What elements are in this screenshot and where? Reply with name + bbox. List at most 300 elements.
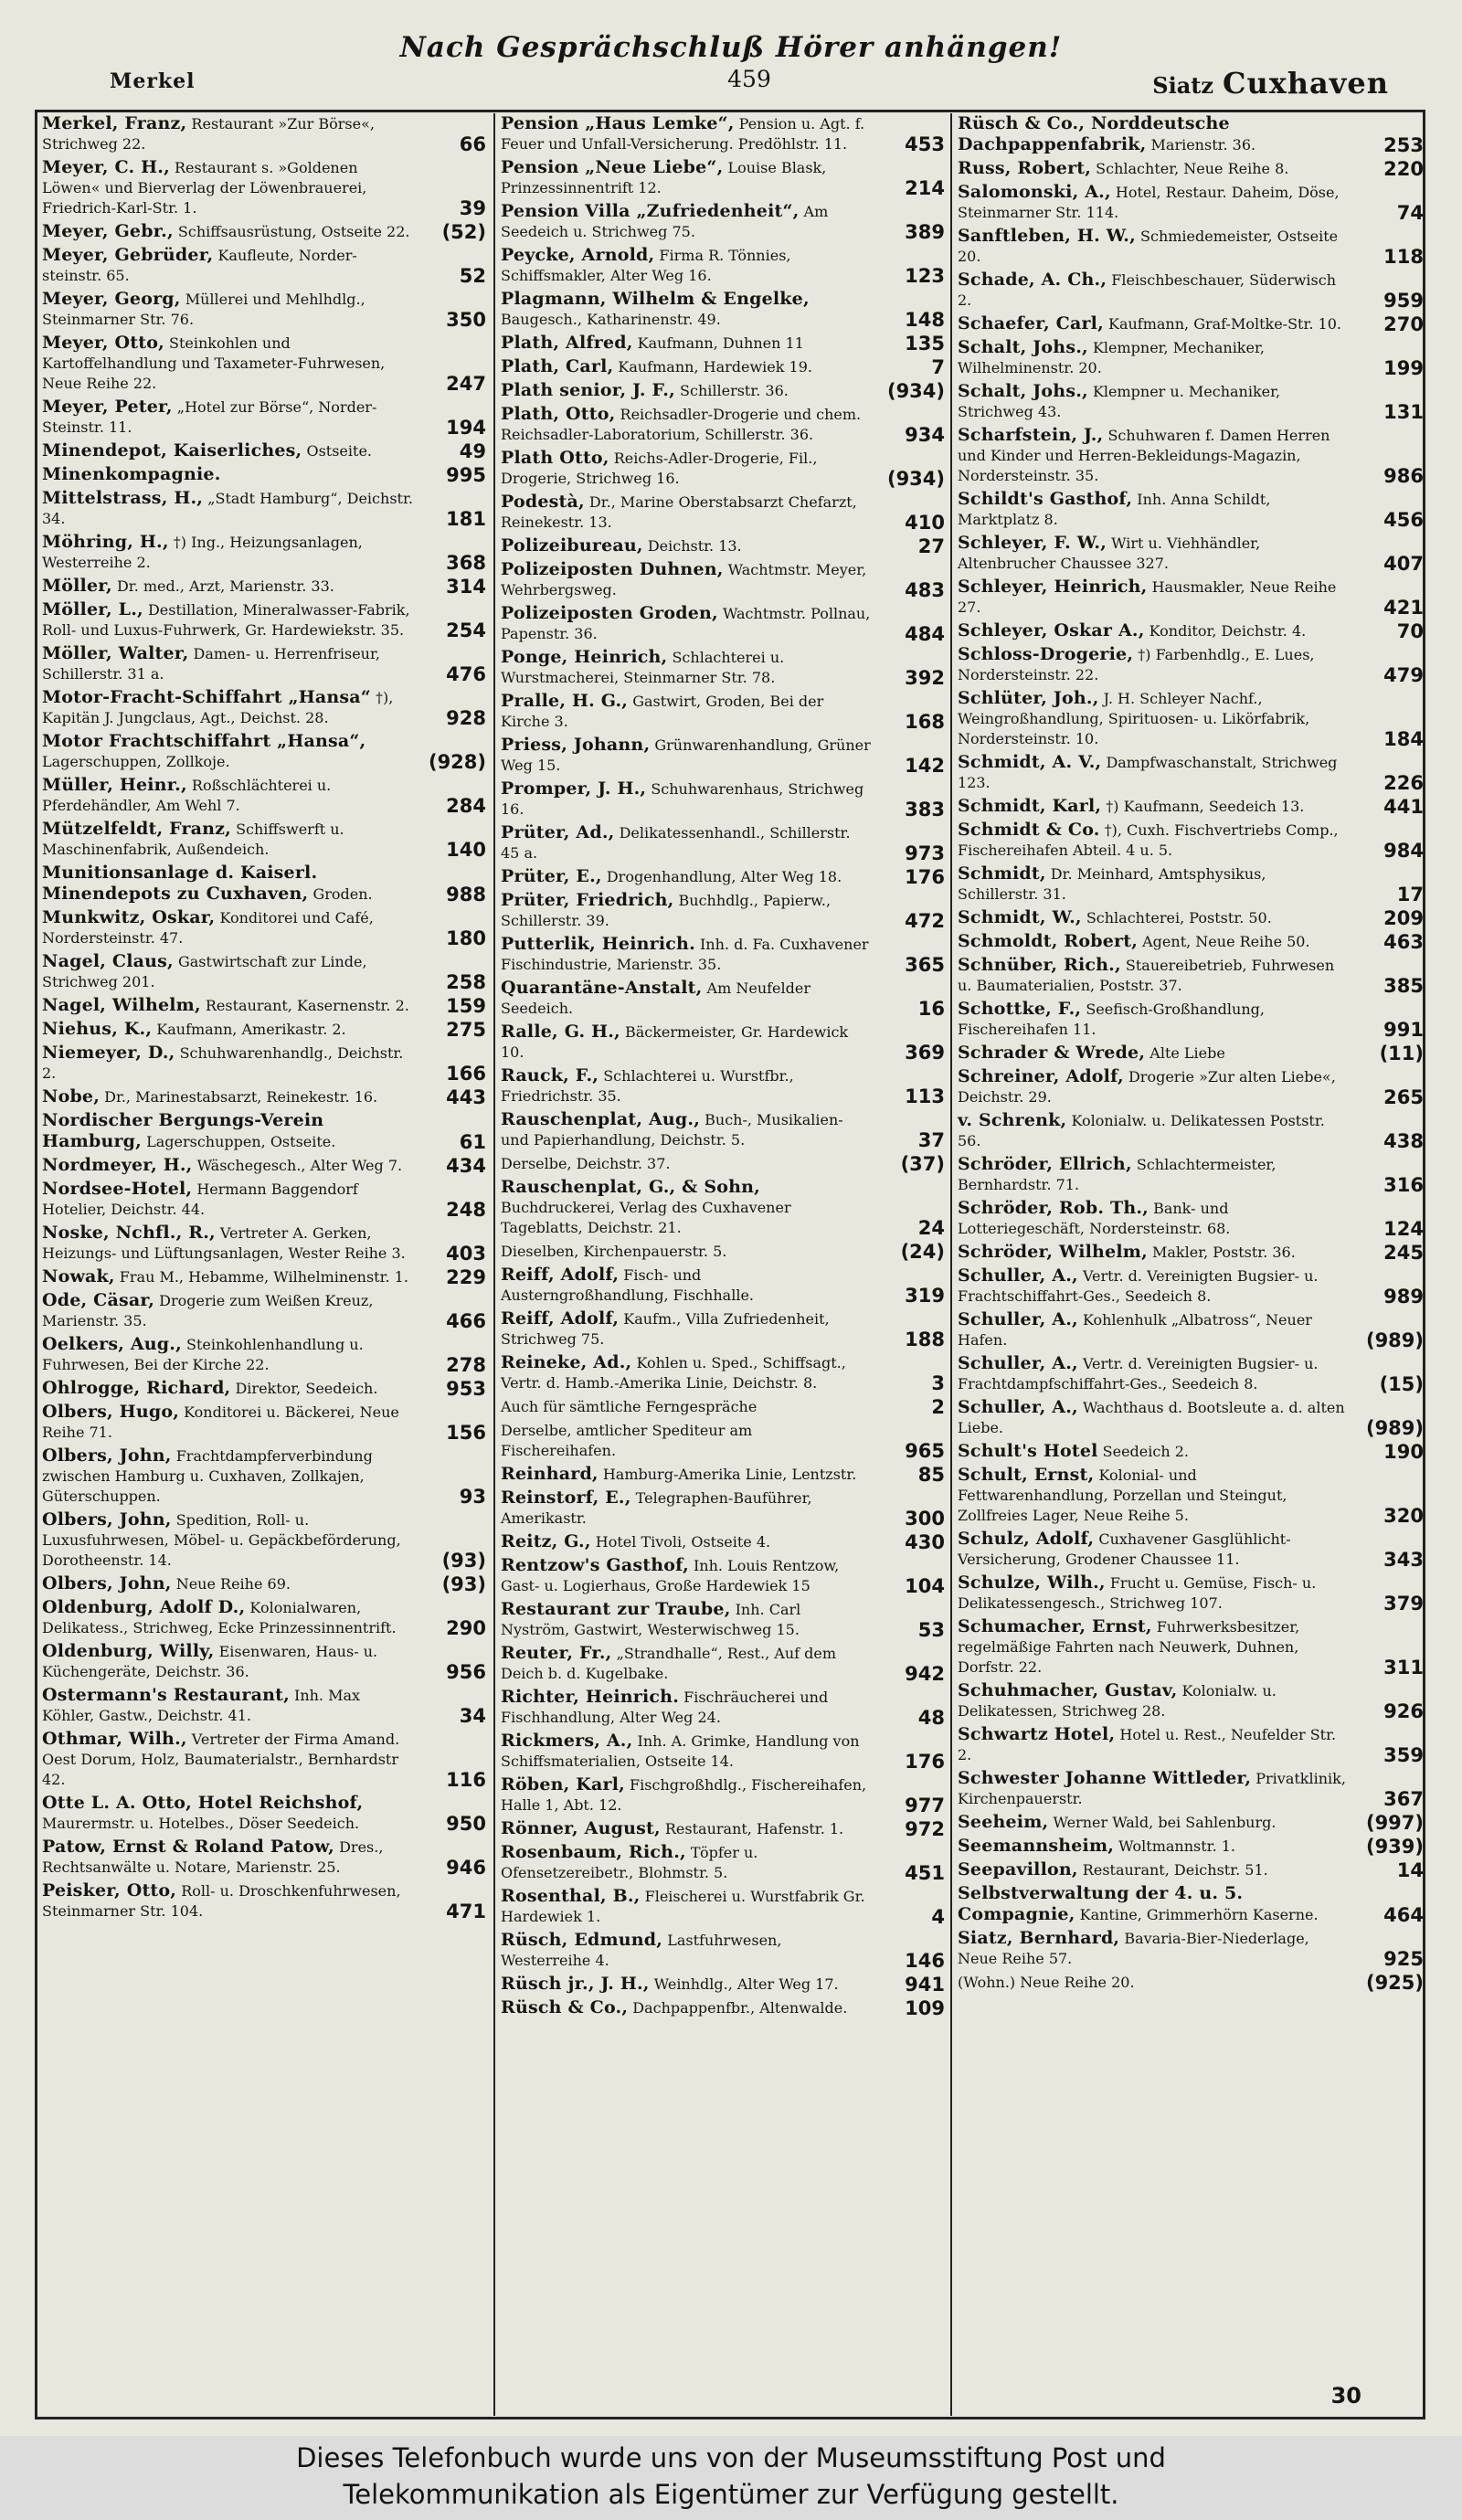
entry-phone-number: 248 — [446, 1199, 486, 1221]
entry-description: Makler, Poststr. 36. — [1152, 1244, 1296, 1261]
listing-entry — [40, 245, 488, 286]
entry-description: Drogerie zum Weißen Kreuz, Marienstr. 35. — [42, 1292, 374, 1329]
listing-entry — [40, 775, 488, 816]
listing-entry — [499, 890, 947, 931]
entry-description: Schlachterei u. Wurstmacherei, Steinmarner Str. 78. — [501, 649, 785, 686]
listing-entry — [956, 1928, 1425, 1969]
entry-name: Röben, Karl, — [501, 1774, 625, 1795]
listing-entry — [40, 1110, 488, 1152]
entry-description: Dr., Marinestabsarzt, Reinekestr. 16. — [104, 1088, 378, 1106]
entry-name: Pension „Neue Liebe“, — [501, 157, 724, 177]
entry-name: Motor Frachtschiffahrt „Hansa“, — [42, 731, 366, 751]
listing-entry — [956, 577, 1425, 618]
entry-phone-number: 484 — [905, 623, 945, 645]
listing-entry — [956, 1309, 1425, 1350]
listing-entry — [40, 488, 488, 529]
entry-description: Dachpappenfbr., Altenwalde. — [632, 1999, 848, 2017]
entry-phone-number: 389 — [905, 221, 945, 243]
listing-entry — [956, 1441, 1425, 1462]
entry-description: J. H. Schleyer Nachf., Weingroßhandlung, Spirituosen- u. Likörfabrik, Nordersteinstr. 10. — [958, 690, 1310, 747]
entry-description: †), Cuxh. Fischvertriebs Comp., Fischereihafen Abteil. 4 u. 5. — [958, 821, 1339, 859]
entry-phone-number: 300 — [905, 1508, 945, 1530]
entry-description: Klempner u. Mechaniker, Strichweg 43. — [958, 383, 1281, 420]
entry-description: Baugesch., Katharinenstr. 49. — [501, 311, 721, 328]
entry-name: Schuller, A., — [958, 1309, 1078, 1329]
entry-name: Sanftleben, H. W., — [958, 226, 1136, 246]
entry-phone-number: 142 — [905, 755, 945, 777]
entry-description: Dr. Meinhard, Amtsphysikus, Schillerstr. 31. — [958, 865, 1266, 903]
listing-entry — [956, 381, 1425, 422]
entry-description: Kolonialwaren, Delikatess., Strichweg, Ecke Prinzessinnentrift. — [42, 1599, 397, 1636]
entry-description: „Strandhalle“, Rest., Auf dem Deich b. d. Kugelbake. — [501, 1645, 837, 1682]
entry-phone-number: 453 — [905, 133, 945, 155]
entry-description: Weinhdlg., Alter Weg 17. — [653, 1975, 839, 1993]
listing-entry — [499, 1420, 947, 1461]
entry-phone-number: 34 — [459, 1705, 486, 1727]
entry-description: Schillerstr. 36. — [680, 382, 789, 399]
entry-name: Schmidt, A. V., — [958, 752, 1102, 772]
entry-name: Müller, Heinr., — [42, 775, 187, 795]
listing-entry — [40, 1597, 488, 1638]
entry-name: Seemannsheim, — [958, 1836, 1115, 1856]
entry-phone-number: 14 — [1396, 1859, 1424, 1881]
entry-phone-number: 973 — [905, 842, 945, 864]
entry-phone-number: (52) — [441, 221, 486, 243]
entry-phone-number: 991 — [1383, 1019, 1424, 1041]
entry-name: Schmidt & Co. — [958, 820, 1100, 840]
entry-description: Kaufmann, Amerikastr. 2. — [156, 1021, 346, 1038]
entry-name: Schröder, Ellrich, — [958, 1154, 1132, 1174]
listing-entry — [499, 380, 947, 401]
listing-entry — [499, 289, 947, 330]
entry-name: Olbers, John, — [42, 1573, 172, 1594]
entry-description: Kohlenhulk „Albatross“, Neuer Hafen. — [958, 1311, 1312, 1349]
listing-entry — [499, 1177, 947, 1238]
listing-entry — [956, 620, 1425, 641]
listing-entry — [40, 221, 488, 242]
entry-phone-number: 988 — [446, 884, 486, 905]
entry-description: (Wohn.) Neue Reihe 20. — [958, 1974, 1135, 1991]
listing-entry — [499, 1308, 947, 1350]
entry-name: Seeheim, — [958, 1812, 1049, 1832]
entry-name: Meyer, Peter, — [42, 397, 173, 417]
header-notice: Nach Gesprächschluß Hörer anhängen! — [399, 31, 1063, 64]
entry-phone-number: 49 — [459, 440, 486, 462]
entry-description: Schuhwaren f. Damen Herren und Kinder und Herren-Bekleidungs-Magazin, Nordersteinstr. 35. — [958, 427, 1330, 484]
listing-entry — [499, 333, 947, 354]
entry-description: Neue Reihe 69. — [175, 1575, 291, 1593]
entry-name: Russ, Robert, — [958, 158, 1092, 178]
entry-phone-number: (928) — [428, 751, 486, 773]
entry-name: Schuhmacher, Gustav, — [958, 1680, 1178, 1700]
entry-phone-number: 180 — [446, 927, 486, 949]
listing-entry — [40, 1223, 488, 1264]
listing-entry — [40, 1086, 488, 1107]
entry-description: Dr., Marine Oberstabsarzt Chefarzt, Reinekestr. 13. — [501, 493, 857, 531]
entry-description: Seefisch-Großhandlung, Fischereihafen 11. — [958, 1001, 1265, 1038]
listing-entry — [499, 822, 947, 863]
entry-name: Schröder, Wilhelm, — [958, 1242, 1148, 1262]
entry-description: Schlachtermeister, Bernhardstr. 71. — [958, 1156, 1277, 1193]
entry-name: Schleyer, Heinrich, — [958, 577, 1148, 597]
entry-name: Polizeiposten Groden, — [501, 603, 718, 623]
entry-description: Damen- u. Herrenfriseur, Schillerstr. 31 a. — [42, 645, 380, 683]
entry-name: Rüsch & Co., Norddeutsche Dachpappenfabrik, — [958, 113, 1230, 154]
entry-phone-number: 2 — [931, 1396, 945, 1418]
listing-entry — [40, 1880, 488, 1922]
entry-description: Dres., Rechtsanwälte u. Notare, Marienstr. 25. — [42, 1838, 384, 1876]
entry-phone-number: 148 — [905, 309, 945, 331]
entry-phone-number: 343 — [1383, 1549, 1424, 1571]
listing-entry — [499, 1265, 947, 1306]
listing-entry — [40, 907, 488, 948]
entry-description: Hermann Baggendorf Hotelier, Deichstr. 44. — [42, 1181, 358, 1218]
entry-phone-number: 181 — [446, 508, 486, 530]
entry-phone-number: 135 — [905, 333, 945, 355]
listing-entry — [956, 1859, 1425, 1880]
entry-description: Frachtdampferverbindung zwischen Hamburg u. Cuxhaven, Zollkajen, Güterschuppen. — [42, 1447, 373, 1505]
listing-entry — [499, 1241, 947, 1262]
entry-name: Schmoldt, Robert, — [958, 931, 1139, 951]
entry-name: Rüsch & Co., — [501, 1997, 629, 2017]
entry-phone-number: 441 — [1383, 796, 1424, 818]
entry-phone-number: 37 — [917, 1129, 945, 1151]
entry-phone-number: 226 — [1383, 772, 1424, 794]
listing-entry — [956, 1265, 1425, 1307]
listing-entry — [956, 1397, 1425, 1438]
listing-entry — [499, 404, 947, 445]
entry-description: Ostseite. — [306, 442, 372, 460]
entry-phone-number: 176 — [905, 866, 945, 888]
entry-phone-number: 367 — [1383, 1788, 1424, 1810]
entry-name: Promper, J. H., — [501, 778, 647, 799]
entry-name: Prüter, Friedrich, — [501, 890, 674, 910]
entry-phone-number: 74 — [1396, 202, 1424, 224]
entry-name: Meyer, Gebrüder, — [42, 245, 214, 265]
entry-name: Reinstorf, E., — [501, 1488, 631, 1508]
entry-phone-number: 314 — [446, 576, 486, 598]
entry-name: Peycke, Arnold, — [501, 245, 655, 265]
entry-description: Kolonialw. u. Delikatessen Poststr. 56. — [958, 1112, 1325, 1149]
listing-entry — [40, 863, 488, 905]
entry-name: Minendepot, Kaiserliches, — [42, 440, 302, 461]
listing-entry — [956, 1768, 1425, 1809]
listing-entry — [40, 1509, 488, 1571]
listing-entry — [499, 735, 947, 776]
entry-phone-number: 421 — [1383, 597, 1424, 619]
entry-description: Fleischbeschauer, Süderwisch 2. — [958, 271, 1337, 309]
listing-entry — [40, 576, 488, 597]
entry-name: Polizeibureau, — [501, 535, 643, 556]
listing-column-1 — [40, 113, 488, 2416]
entry-name: Plath, Carl, — [501, 356, 614, 376]
entry-description: Steinkohlenhandlung u. Fuhrwesen, Bei der Kirche 22. — [42, 1336, 364, 1373]
entry-name: Schuller, A., — [958, 1353, 1078, 1373]
entry-phone-number: 392 — [905, 667, 945, 689]
listing-entry — [499, 1352, 947, 1393]
entry-name: Schalt, Johs., — [958, 337, 1088, 357]
listing-entry — [499, 1997, 947, 2018]
listing-entry — [40, 1334, 488, 1375]
listing-entry — [40, 333, 488, 394]
entry-phone-number: 476 — [446, 663, 486, 685]
entry-phone-number: 245 — [1383, 1242, 1424, 1264]
entry-name: Schmidt, Karl, — [958, 796, 1102, 816]
listing-entry — [956, 644, 1425, 685]
listing-entry — [956, 907, 1425, 928]
listing-entry — [40, 157, 488, 218]
entry-phone-number: 438 — [1383, 1130, 1424, 1152]
entry-description: Hotel, Restaur. Daheim, Döse, Steinmarner Str. 114. — [958, 184, 1340, 221]
listing-entry — [40, 1793, 488, 1834]
entry-phone-number: 199 — [1383, 357, 1424, 379]
entry-name: Reinhard, — [501, 1464, 599, 1484]
entry-description: Schuhwarenhaus, Strichweg 16. — [501, 780, 864, 818]
entry-description: Klempner, Mechaniker, Wilhelminenstr. 20. — [958, 339, 1265, 376]
entry-phone-number: 972 — [905, 1818, 945, 1840]
listing-entry — [40, 1019, 488, 1040]
listing-entry — [40, 731, 488, 772]
entry-phone-number: 168 — [905, 711, 945, 733]
entry-phone-number: 247 — [446, 373, 486, 395]
listing-entry — [499, 559, 947, 600]
listing-entry — [499, 448, 947, 489]
entry-phone-number: 140 — [446, 839, 486, 861]
entry-phone-number: 131 — [1383, 401, 1424, 423]
entry-phone-number: 190 — [1383, 1441, 1424, 1463]
entry-name: Nordischer Bergungs-Verein Hamburg, — [42, 1110, 324, 1151]
entry-phone-number: 254 — [446, 619, 486, 641]
entry-phone-number: 950 — [446, 1813, 486, 1835]
entry-name: Meyer, Georg, — [42, 289, 181, 309]
listing-entry — [499, 691, 947, 732]
entry-description: Kolonial- und Fettwarenhandlung, Porzellan und Steingut, Zollfreies Lager, Neue Reihe 5. — [958, 1466, 1287, 1524]
listing-entry — [956, 752, 1425, 793]
entry-phone-number: 934 — [905, 424, 945, 446]
entry-name: Munitionsanlage d. Kaiserl. Minendepots zu Cuxhaven, — [42, 863, 318, 904]
entry-phone-number: 977 — [905, 1795, 945, 1816]
entry-name: Othmar, Wilh., — [42, 1729, 187, 1749]
entry-description: Roßschlächterei u. Pferdehändler, Am Wehl 7. — [42, 777, 332, 814]
listing-entry — [40, 1043, 488, 1084]
entry-description: Telegraphen-Bauführer, Amerikastr. — [501, 1489, 812, 1527]
entry-name: Reineke, Ad., — [501, 1352, 632, 1372]
entry-name: Olbers, John, — [42, 1509, 172, 1530]
entry-description: Restaurant, Deichstr. 51. — [1082, 1861, 1268, 1879]
entry-description: Drogerie »Zur alten Liebe«, Deichstr. 29. — [958, 1068, 1336, 1106]
entry-description: Seedeich 2. — [1102, 1443, 1189, 1460]
entry-description: Restaurant, Kasernenstr. 2. — [205, 997, 409, 1014]
entry-name: Oldenburg, Willy, — [42, 1641, 215, 1661]
listing-entry — [956, 113, 1425, 155]
entry-phone-number: (24) — [900, 1241, 945, 1263]
entry-description: Töpfer u. Ofensetzereibetr., Blohmstr. 5. — [501, 1844, 758, 1881]
entry-name: Rentzow's Gasthof, — [501, 1555, 689, 1575]
listing-entry — [40, 643, 488, 684]
entry-phone-number: 270 — [1383, 313, 1424, 335]
entry-name: Pralle, H. G., — [501, 691, 629, 711]
entry-phone-number: 278 — [446, 1354, 486, 1376]
entry-name: Schröder, Rob. Th., — [958, 1198, 1149, 1218]
listing-entry — [499, 978, 947, 1019]
listing-entry — [40, 1179, 488, 1220]
entry-name: Schleyer, Oskar A., — [958, 620, 1145, 641]
listing-entry — [40, 1290, 488, 1331]
entry-description: Schiffswerft u. Maschinenfabrik, Außendeich. — [42, 821, 344, 858]
entry-description: Konditorei u. Bäckerei, Neue Reihe 71. — [42, 1403, 399, 1441]
entry-name: Meyer, Gebr., — [42, 221, 174, 241]
entry-phone-number: 4 — [931, 1906, 945, 1928]
entry-name: Nagel, Wilhelm, — [42, 995, 201, 1015]
entry-description: Bavaria-Bier-Niederlage, Neue Reihe 57. — [958, 1930, 1309, 1967]
listing-entry — [499, 603, 947, 644]
entry-description: Schlachterei, Poststr. 50. — [1086, 909, 1272, 926]
entry-description: Müllerei und Mehlhdlg., Steinmarner Str. 76. — [42, 291, 366, 328]
listing-entry — [499, 1555, 947, 1596]
listing-entry — [499, 157, 947, 198]
entry-phone-number: 214 — [905, 177, 945, 199]
listing-entry — [499, 245, 947, 286]
entry-phone-number: 385 — [1383, 975, 1424, 997]
entry-name: Ode, Cäsar, — [42, 1290, 155, 1310]
entry-phone-number: 320 — [1383, 1505, 1424, 1527]
listing-entry — [956, 1680, 1425, 1721]
entry-name: Olbers, Hugo, — [42, 1402, 180, 1422]
entry-name: Schleyer, F. W., — [958, 533, 1107, 553]
listing-entry — [499, 1022, 947, 1063]
entry-phone-number: 942 — [905, 1663, 945, 1685]
listing-column-2 — [493, 113, 947, 2416]
entry-description: Inh. d. Fa. Cuxhavener Fischindustrie, Marienstr. 35. — [501, 936, 869, 973]
entry-name: Seepavillon, — [958, 1859, 1078, 1879]
entry-name: Schreiner, Adolf, — [958, 1066, 1124, 1086]
entry-phone-number: 220 — [1383, 158, 1424, 180]
entry-description: Maurermstr. u. Hotelbes., Döser Seedeich. — [42, 1815, 360, 1832]
entry-description: Agent, Neue Reihe 50. — [1142, 933, 1310, 950]
entry-description: „Stadt Hamburg“, Deichstr. 34. — [42, 490, 413, 527]
entry-description: Derselbe, amtlicher Spediteur am Fischereihafen. — [501, 1422, 753, 1459]
entry-description: Bäckermeister, Gr. Hardewick 10. — [501, 1023, 849, 1061]
entry-name: Schuller, A., — [958, 1265, 1078, 1286]
entry-name: Plath, Alfred, — [501, 333, 633, 353]
listing-entry — [956, 1836, 1425, 1857]
entry-description: Fisch- und Austerngroßhandlung, Fischhalle. — [501, 1266, 754, 1304]
entry-name: Nowak, — [42, 1266, 115, 1286]
entry-phone-number: 311 — [1383, 1657, 1424, 1678]
listing-entry — [499, 866, 947, 887]
entry-description: Steinkohlen und Kartoffelhandlung und Taxameter-Fuhrwesen, Neue Reihe 22. — [42, 334, 386, 392]
entry-name: Schult, Ernst, — [958, 1465, 1095, 1485]
entry-description: Lastfuhrwesen, Westerreihe 4. — [501, 1932, 782, 1969]
entry-name: Schalt, Johs., — [958, 381, 1088, 401]
entry-description: Restaurant s. »Goldenen Löwen« und Bierverlag der Löwenbrauerei, Friedrich-Karl-Str. 1. — [42, 159, 367, 217]
entry-description: †) Ing., Heizungsanlagen, Westerreihe 2. — [42, 534, 363, 571]
entry-name: Noske, Nchfl., R., — [42, 1223, 216, 1243]
entry-phone-number: 928 — [446, 707, 486, 729]
entry-phone-number: 265 — [1383, 1086, 1424, 1108]
entry-description: Eisenwaren, Haus- u. Küchengeräte, Deichstr. 36. — [42, 1643, 378, 1680]
entry-phone-number: (37) — [900, 1153, 945, 1175]
entry-phone-number: 52 — [459, 265, 486, 287]
listing-entry — [40, 995, 488, 1016]
listing-entry — [499, 492, 947, 533]
entry-phone-number: 284 — [446, 795, 486, 817]
entry-name: Patow, Ernst & Roland Patow, — [42, 1837, 334, 1857]
entry-phone-number: 116 — [446, 1769, 486, 1791]
entry-phone-number: 471 — [446, 1901, 486, 1922]
entry-phone-number: 229 — [446, 1266, 486, 1288]
entry-description: Schlachter, Neue Reihe 8. — [1096, 160, 1289, 177]
listing-entry — [499, 1974, 947, 1995]
listing-entry — [499, 1731, 947, 1772]
listing-entry — [40, 1378, 488, 1399]
entry-name: Nordsee-Hotel, — [42, 1179, 193, 1199]
entry-description: Wäschegesch., Alter Weg 7. — [196, 1157, 403, 1174]
entry-phone-number: 258 — [446, 971, 486, 993]
entry-description: Buch-, Musikalien- und Papierhandlung, Deichstr. 5. — [501, 1111, 843, 1149]
listing-entry — [40, 1266, 488, 1287]
entry-description: Restaurant »Zur Börse«, Strichweg 22. — [42, 115, 375, 153]
entry-phone-number: 275 — [446, 1019, 486, 1041]
listing-entry — [956, 1529, 1425, 1570]
entry-description: Werner Wald, bei Sahlenburg. — [1053, 1814, 1277, 1831]
entry-phone-number: (93) — [441, 1573, 486, 1595]
listing-entry — [40, 289, 488, 330]
entry-phone-number: (934) — [886, 380, 945, 402]
entry-description: Reichsadler-Drogerie und chem. Reichsadler-Laboratorium, Schillerstr. 36. — [501, 406, 862, 443]
entry-name: Nagel, Claus, — [42, 951, 174, 971]
entry-description: Reichs-Adler-Drogerie, Fil., Drogerie, Strichweg 16. — [501, 450, 818, 487]
listing-entry — [40, 819, 488, 860]
entry-description: Frucht u. Gemüse, Fisch- u. Delikatessengesch., Strichweg 107. — [958, 1574, 1317, 1612]
entry-description: Pension u. Agt. f. Feuer und Unfall-Versicherung. Predöhlstr. 11. — [501, 115, 865, 153]
entry-phone-number: 953 — [446, 1378, 486, 1400]
entry-name: Podestà, — [501, 492, 585, 512]
entry-phone-number: 483 — [905, 579, 945, 601]
entry-description: Kaufmann, Graf-Moltke-Str. 10. — [1108, 315, 1341, 333]
entry-description: Dr. med., Arzt, Marienstr. 33. — [116, 577, 334, 595]
entry-name: Olbers, John, — [42, 1445, 172, 1466]
entry-phone-number: 194 — [446, 417, 486, 439]
listing-entry — [499, 1488, 947, 1529]
listing-entry — [956, 182, 1425, 223]
entry-name: Möller, L., — [42, 599, 143, 619]
entry-name: Nordmeyer, H., — [42, 1155, 193, 1175]
listing-entry — [956, 1353, 1425, 1394]
listing-entry — [956, 158, 1425, 179]
entry-description: Konditorei und Café, Nordersteinstr. 47. — [42, 909, 374, 947]
entry-description: Auch für sämtliche Ferngespräche — [501, 1398, 757, 1415]
entry-name: Oldenburg, Adolf D., — [42, 1597, 246, 1617]
entry-phone-number: 925 — [1383, 1948, 1424, 1970]
entry-description: Privatklinik, Kirchenpauerstr. — [958, 1770, 1346, 1807]
entry-description: Derselbe, Deichstr. 37. — [501, 1155, 671, 1172]
entry-name: Schrader & Wrede, — [958, 1043, 1146, 1063]
entry-name: Otte L. A. Otto, Hotel Reichshof, — [42, 1793, 364, 1813]
entry-name: Rickmers, A., — [501, 1731, 633, 1751]
listing-entry — [499, 778, 947, 820]
listing-entry — [956, 931, 1425, 952]
entry-description: Firma R. Tönnies, Schiffsmakler, Alter Weg 16. — [501, 247, 791, 284]
listing-entry — [40, 1837, 488, 1878]
listing-entry — [499, 1531, 947, 1552]
entry-description: Destillation, Mineralwasser-Fabrik, Roll- und Luxus-Fuhrwerk, Gr. Hardewiekstr. 35. — [42, 601, 410, 639]
entry-phone-number: 984 — [1383, 840, 1424, 862]
entry-description: Vertreter A. Gerken, Heizungs- und Lüftungsanlagen, Wester Reihe 3. — [42, 1224, 406, 1262]
footer-notice — [0, 2436, 1462, 2520]
entry-name: Ostermann's Restaurant, — [42, 1685, 290, 1705]
entry-description: Vertr. d. Vereinigten Bugsier- u. Frachtschiffahrt-Ges., Seedeich 8. — [958, 1267, 1319, 1305]
